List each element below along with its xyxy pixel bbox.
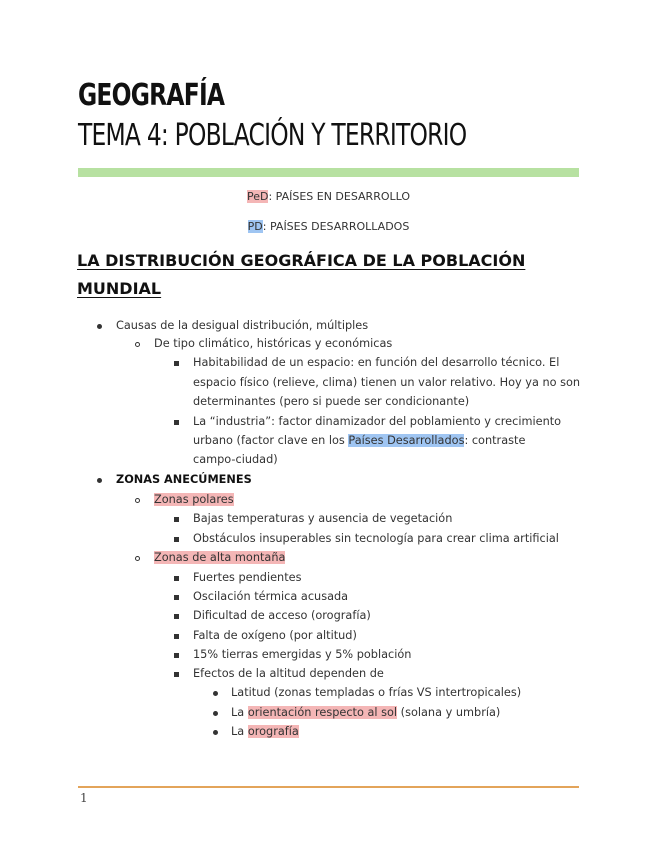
list-item-pol-2: Obstáculos insuperables sin tecnología para crear clima artificial [193, 532, 559, 545]
list-item-mon-2: Oscilación térmica acusada [193, 590, 349, 603]
bullet-dot-icon [97, 478, 102, 483]
page-title: GEOGRAFÍA [78, 78, 225, 113]
list-item-polares [154, 490, 234, 510]
bullet-square-icon [174, 576, 179, 581]
polares-highlight: Zonas polares [154, 493, 234, 506]
ind-l2-highlight: Países Desarrollados [348, 434, 465, 447]
bullet-dot-icon [213, 730, 218, 735]
bullet-square-icon [174, 614, 179, 619]
list-item-alt-1: Latitud (zonas templadas o frías VS intertropicales) [231, 686, 522, 699]
list-item-habit-l3: determinantes (pero si puede ser condicionante) [193, 395, 470, 408]
legend-pd-text: : PAÍSES DESARROLLADOS [262, 220, 410, 233]
green-divider [78, 168, 579, 177]
list-item-alt-2 [231, 703, 500, 723]
legend-ped-text: : PAÍSES EN DESARROLLO [268, 190, 411, 203]
section-title-line1: LA DISTRIBUCIÓN GEOGRÁFICA DE LA POBLACIÓN [77, 251, 526, 270]
list-item-mon-5: 15% tierras emergidas y 5% población [193, 648, 412, 661]
list-item-mon-1: Fuertes pendientes [193, 571, 302, 584]
alt-2-post: (solana y umbría) [397, 706, 501, 719]
bullet-square-icon [174, 420, 179, 425]
list-item-habit-l2: espacio físico (relieve, clima) tienen un valor relativo. Hoy ya no son [193, 376, 581, 389]
alt-2-pre: La [231, 706, 248, 719]
list-item-mon-6: Efectos de la altitud dependen de [193, 667, 384, 680]
ind-l2-pre: urbano (factor clave en los [193, 434, 349, 447]
legend-pd [78, 220, 579, 233]
list-item-mon-4: Falta de oxígeno (por altitud) [193, 629, 357, 642]
ind-l2-post: : contraste [464, 434, 526, 447]
list-item-ind-l3: campo-ciudad) [193, 453, 278, 466]
bullet-square-icon [174, 653, 179, 658]
bullet-square-icon [174, 634, 179, 639]
legend-pd-code: PD [247, 220, 263, 233]
legend-ped [78, 190, 579, 203]
bullet-circle-icon [135, 342, 140, 347]
bullet-square-icon [174, 361, 179, 366]
list-item-pol-1: Bajas temperaturas y ausencia de vegetación [193, 512, 453, 525]
bullet-dot-icon [213, 691, 218, 696]
alt-2-highlight: orientación respecto al sol [247, 706, 398, 719]
list-item-tipo: De tipo climático, históricas y económicas [154, 337, 393, 350]
bullet-square-icon [174, 517, 179, 522]
list-item-causas: Causas de la desigual distribución, múltiples [116, 319, 369, 332]
list-item-ind-l1: La “industria”: factor dinamizador del poblamiento y crecimiento [193, 415, 562, 428]
legend-ped-code: PeD [246, 190, 269, 203]
bullet-square-icon [174, 595, 179, 600]
alt-3-highlight: orografía [247, 725, 299, 738]
bullet-circle-icon [135, 498, 140, 503]
bullet-dot-icon [97, 324, 102, 329]
montana-highlight: Zonas de alta montaña [154, 551, 286, 564]
bullet-circle-icon [135, 556, 140, 561]
list-item-mon-3: Dificultad de acceso (orografía) [193, 609, 371, 622]
page-subtitle: TEMA 4: POBLACIÓN Y TERRITORIO [78, 118, 467, 153]
footer-divider [78, 786, 579, 788]
list-item-alt-3 [231, 722, 299, 742]
list-item-zonas: ZONAS ANECÚMENES [116, 473, 252, 486]
section-title-line2: MUNDIAL [77, 279, 162, 298]
list-item-montana [154, 548, 285, 568]
bullet-square-icon [174, 672, 179, 677]
list-item-habit-l1: Habitabilidad de un espacio: en función del desarrollo técnico. El [193, 356, 560, 369]
bullet-square-icon [174, 537, 179, 542]
list-item-ind-l2 [193, 431, 525, 451]
alt-3-pre: La [231, 725, 248, 738]
bullet-dot-icon [213, 711, 218, 716]
page-number: 1 [80, 791, 88, 805]
